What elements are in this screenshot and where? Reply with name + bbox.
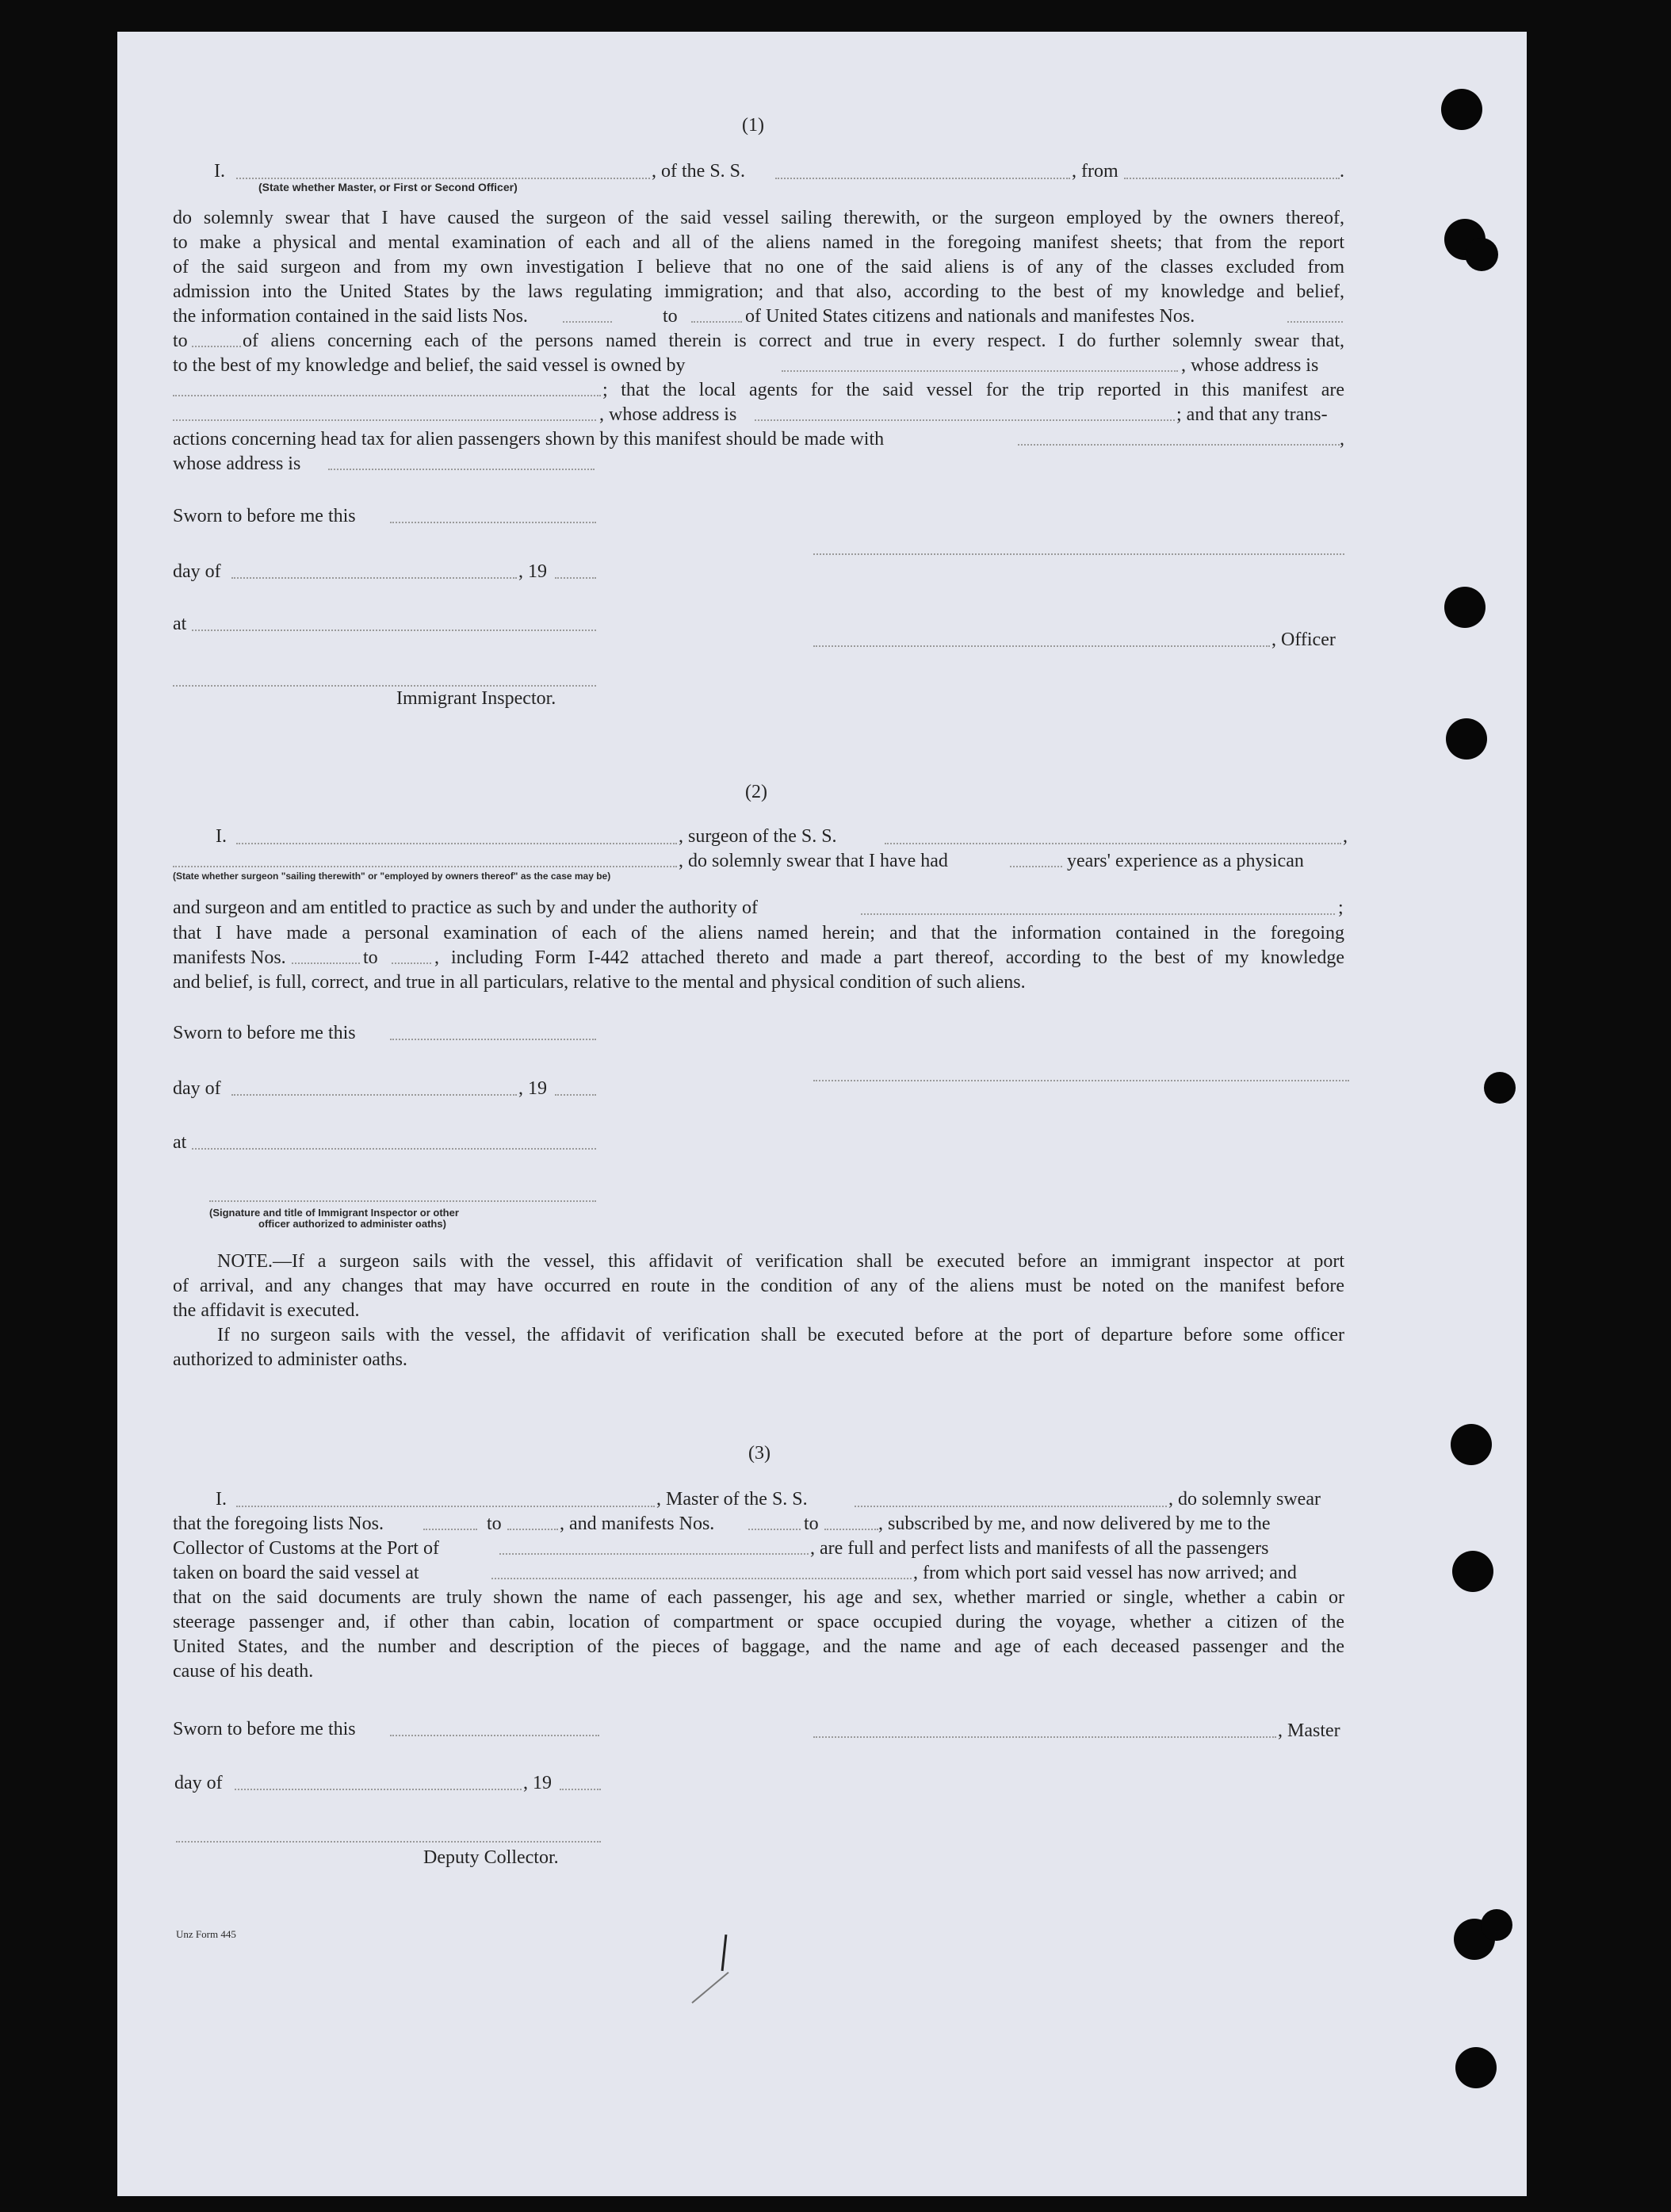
blank-place[interactable] <box>192 630 596 631</box>
s2-authority: and surgeon and am entitled to practice as such by and under the authority of <box>173 897 758 918</box>
blank-officer-rank[interactable] <box>236 178 650 179</box>
s2-manifests-nos: manifests Nos. <box>173 947 286 968</box>
blank-s2-place[interactable] <box>192 1148 596 1150</box>
s2-at: at <box>173 1132 187 1153</box>
s1-body-line: to make a physical and mental examination of each and all of the aliens named in the foregoing manifest sheets; that from the report <box>173 232 1344 253</box>
s2-i: I. <box>216 826 227 847</box>
signature-line[interactable] <box>813 553 1344 555</box>
s1-officer: , Officer <box>1271 630 1336 650</box>
blank-manifest-from[interactable] <box>1287 321 1343 323</box>
blank-s2-sworn-date[interactable] <box>390 1039 596 1040</box>
blank-day[interactable] <box>231 577 517 579</box>
s2-note-2-end: authorized to administer oaths. <box>173 1349 407 1370</box>
blank-s3-ship-name[interactable] <box>855 1506 1167 1507</box>
blank-s2-manifest-to[interactable] <box>392 962 431 964</box>
s3-body-line: that on the said documents are truly shown the name of each passenger, his age and sex, whether married or single, whether a cabin or <box>173 1587 1344 1608</box>
s3-full-perfect: , are full and perfect lists and manifests of all the passengers <box>810 1538 1269 1559</box>
blank-sworn-date[interactable] <box>390 522 596 523</box>
s3-year: , 19 <box>523 1773 552 1793</box>
s3-deputy: Deputy Collector. <box>423 1847 559 1868</box>
s3-body-line: United States, and the number and description of the pieces of baggage, and the name and age of each deceased passenger and the <box>173 1636 1344 1657</box>
s2-to: to <box>363 947 378 968</box>
s1-any-trans: ; and that any trans- <box>1176 404 1328 425</box>
blank-from-port[interactable] <box>1124 178 1340 179</box>
blank-master-name[interactable] <box>236 1506 655 1507</box>
blank-ship-name[interactable] <box>775 178 1070 179</box>
s1-comma: , <box>1340 429 1344 450</box>
s1-period: . <box>1340 161 1344 182</box>
s1-from: , from <box>1072 161 1118 182</box>
blank-s3-year[interactable] <box>560 1789 601 1790</box>
s2-sworn: Sworn to before me this <box>173 1023 356 1043</box>
s2-status-note: (State whether surgeon "sailing therewith" or "employed by owners thereof" as the case may be) <box>173 871 611 882</box>
s1-whose-address: whose address is <box>173 453 301 474</box>
blank-port[interactable] <box>499 1553 809 1555</box>
s3-solemnly: , do solemnly swear <box>1168 1489 1321 1510</box>
s1-local-agents: ; that the local agents for the said vessel for the trip reported in this manifest are <box>602 380 1344 400</box>
form-number: Unz Form 445 <box>176 1928 236 1940</box>
s2-swear-had: , do solemnly swear that I have had <box>679 851 948 871</box>
deputy-signature-line[interactable] <box>176 1841 601 1843</box>
binder-hole <box>1452 1551 1493 1592</box>
s1-agents-address: , whose address is <box>599 404 737 425</box>
s3-arrived: , from which port said vessel has now arrived; and <box>913 1563 1297 1583</box>
s1-year: , 19 <box>518 561 547 582</box>
section-2-heading: (2) <box>745 782 767 802</box>
s2-semicolon: ; <box>1338 897 1344 918</box>
inspector-sig-line-2[interactable] <box>209 1200 596 1202</box>
s2-sig-note-1: (Signature and title of Immigrant Inspector or other <box>209 1207 459 1219</box>
blank-owner-address[interactable] <box>173 395 601 396</box>
binder-hole <box>1441 89 1482 130</box>
officer-signature-line[interactable] <box>813 645 1270 647</box>
s2-body-end: and belief, is full, correct, and true in all particulars, relative to the mental and physical condition of such aliens. <box>173 972 1026 993</box>
s3-body-end: cause of his death. <box>173 1661 314 1682</box>
s3-to: to <box>487 1514 502 1534</box>
s3-body-line: steerage passenger and, if other than cabin, location of compartment or space occupied during the voyage, whether a citizen of the <box>173 1612 1344 1632</box>
s1-body-line: do solemnly swear that I have caused the surgeon of the said vessel sailing therewith, or the surgeon employed by the owners thereof, <box>173 208 1344 228</box>
s1-to-2: to <box>173 331 188 351</box>
s1-owner-address: , whose address is <box>1181 355 1319 376</box>
blank-surgeon-status[interactable] <box>173 866 677 867</box>
blank-year[interactable] <box>555 577 596 579</box>
s3-sworn: Sworn to before me this <box>173 1719 356 1739</box>
s1-aliens-line: of aliens concerning each of the persons named therein is correct and true in every respect. I do further solemnly swear that, <box>243 331 1344 351</box>
s2-years-exp: years' experience as a physican <box>1067 851 1304 871</box>
s2-day-of: day of <box>173 1078 221 1099</box>
binder-hole <box>1484 1072 1516 1104</box>
s3-i: I. <box>216 1489 227 1510</box>
blank-s3-day[interactable] <box>235 1789 522 1790</box>
s3-lists-nos: that the foregoing lists Nos. <box>173 1514 384 1534</box>
binder-hole <box>1444 587 1486 628</box>
s3-to-2: to <box>804 1514 819 1534</box>
s1-sworn: Sworn to before me this <box>173 506 356 526</box>
s3-manifests-nos: , and manifests Nos. <box>560 1514 715 1534</box>
section-3-heading: (3) <box>748 1443 770 1464</box>
s2-comma: , <box>1343 826 1348 847</box>
blank-s3-sworn-date[interactable] <box>390 1735 599 1736</box>
blank-s2-manifest-from[interactable] <box>292 962 360 964</box>
s1-body-line: admission into the United States by the laws regulating immigration; and that also, according to the best of my knowledge and belief, <box>173 281 1344 302</box>
blank-head-tax-party[interactable] <box>1018 444 1340 446</box>
s2-body-line: that I have made a personal examination of each of the aliens named herein; and that the information contained in the foregoing <box>173 923 1344 943</box>
blank-manifest-to[interactable] <box>192 346 241 347</box>
blank-s3-manifest-from[interactable] <box>748 1529 801 1530</box>
binder-hole <box>1446 718 1487 760</box>
s3-subscribed: , subscribed by me, and now delivered by me to the <box>878 1514 1271 1534</box>
s2-note-2: If no surgeon sails with the vessel, the affidavit of verification shall be executed before at the port of departure before some officer <box>217 1325 1344 1345</box>
s1-of-the-ss: , of the S. S. <box>652 161 746 182</box>
s3-day-of: day of <box>174 1773 223 1793</box>
s2-form-line: , including Form I-442 attached thereto and made a part thereof, according to the best of my knowledge <box>434 947 1344 968</box>
blank-years[interactable] <box>1010 866 1062 867</box>
s1-to: to <box>663 306 678 327</box>
blank-s3-list-from[interactable] <box>423 1529 477 1530</box>
s1-i: I. <box>214 161 225 182</box>
s1-body-line: of the said surgeon and from my own investigation I believe that no one of the said aliens is of any of the classes excluded from <box>173 257 1344 277</box>
blank-s3-list-to[interactable] <box>507 1529 558 1530</box>
blank-authority[interactable] <box>861 913 1335 915</box>
binder-hole <box>1465 238 1498 271</box>
blank-s3-manifest-to[interactable] <box>824 1529 878 1530</box>
s2-note-line: of arrival, and any changes that may have occurred en route in the condition of any of the aliens must be noted on the manifest before <box>173 1276 1344 1296</box>
s1-inspector: Immigrant Inspector. <box>396 688 556 709</box>
blank-owner[interactable] <box>782 370 1178 372</box>
s1-rank-note: (State whether Master, or First or Second Officer) <box>258 181 518 193</box>
surgeon-signature-line[interactable] <box>813 1080 1349 1081</box>
master-signature-line[interactable] <box>813 1736 1276 1738</box>
s2-surgeon-of: , surgeon of the S. S. <box>679 826 837 847</box>
s3-taken-on-board: taken on board the said vessel at <box>173 1563 419 1583</box>
blank-agents-address[interactable] <box>755 419 1175 421</box>
binder-hole <box>1481 1909 1512 1941</box>
section-1-heading: (1) <box>742 115 764 136</box>
blank-head-tax-address[interactable] <box>328 469 595 470</box>
s2-note-end: the affidavit is executed. <box>173 1300 360 1321</box>
s3-master-of: , Master of the S. S. <box>656 1489 808 1510</box>
blank-surgeon-name[interactable] <box>236 843 677 844</box>
s1-head-tax: actions concerning head tax for alien passengers shown by this manifest should be made with <box>173 429 885 450</box>
binder-hole <box>1451 1424 1492 1465</box>
s1-owned-by: to the best of my knowledge and belief, the said vessel is owned by <box>173 355 686 376</box>
blank-agents[interactable] <box>173 419 596 421</box>
s1-day-of: day of <box>173 561 221 582</box>
s2-sig-note-2: officer authorized to administer oaths) <box>258 1218 446 1230</box>
s1-citizens: of United States citizens and nationals and manifestes Nos. <box>745 306 1195 327</box>
s3-master: , Master <box>1278 1720 1340 1741</box>
s3-collector: Collector of Customs at the Port of <box>173 1538 439 1559</box>
blank-s2-day[interactable] <box>231 1094 517 1096</box>
blank-boarding-port[interactable] <box>491 1578 912 1579</box>
blank-list-to[interactable] <box>691 321 742 323</box>
blank-s2-year[interactable] <box>555 1094 596 1096</box>
s1-at: at <box>173 614 187 634</box>
blank-s2-ship-name[interactable] <box>885 843 1341 844</box>
blank-list-from[interactable] <box>563 321 612 323</box>
s1-lists-nos: the information contained in the said lists Nos. <box>173 306 528 327</box>
s2-year: , 19 <box>518 1078 547 1099</box>
binder-hole <box>1455 2047 1497 2088</box>
s2-note-line: NOTE.—If a surgeon sails with the vessel, this affidavit of verification shall be executed before an immigrant inspector at port <box>217 1251 1344 1272</box>
